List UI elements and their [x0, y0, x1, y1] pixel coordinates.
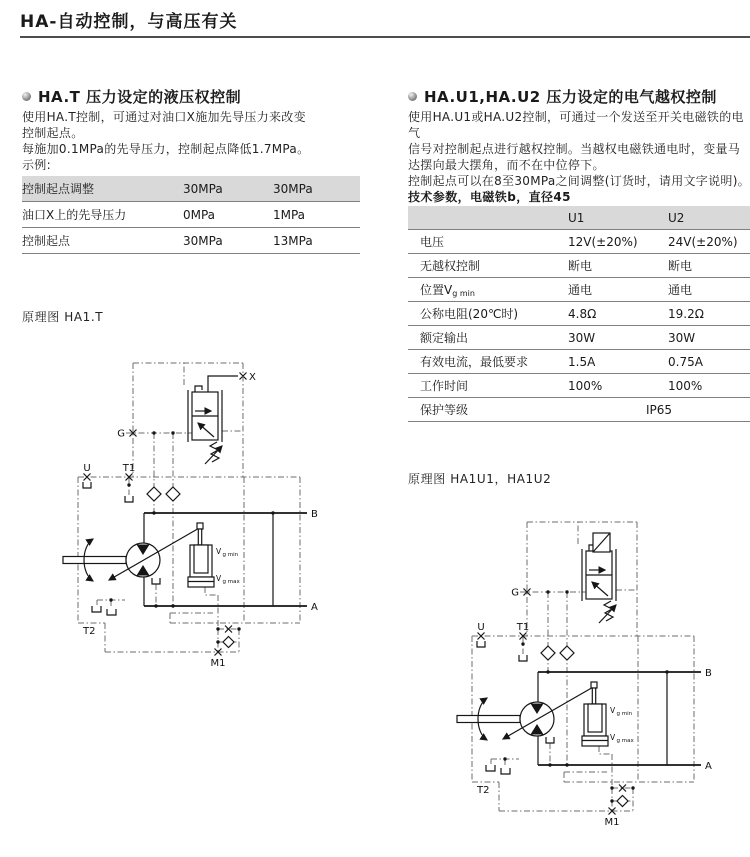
description-line: 信号对控制起点进行越权控制。当越权电磁铁通电时，变量马 — [408, 142, 741, 156]
table-row — [408, 302, 750, 326]
table-row — [408, 230, 750, 254]
table-header-row — [408, 206, 750, 230]
row-value: 30MPa — [273, 176, 360, 202]
shaft — [63, 557, 126, 564]
table-row — [408, 326, 750, 350]
row-label: 电压 — [408, 230, 568, 254]
port-label-u: U — [477, 622, 485, 633]
port-x-markers — [478, 589, 627, 815]
port-label-x: X — [249, 372, 256, 383]
svg-text:g max: g max — [616, 738, 634, 744]
section-hau-description — [408, 109, 750, 189]
row-label: 额定输出 — [408, 326, 568, 350]
header-rule — [20, 36, 750, 38]
section-hat-description — [22, 109, 309, 173]
spring-icon — [210, 442, 219, 462]
label-vg-min: V — [610, 706, 616, 715]
row-value: 断电 — [568, 254, 668, 278]
port-lines-b-a — [538, 672, 701, 765]
port-label-t2: T2 — [83, 626, 96, 637]
description-line: 达摆向最大摆角，而不在中位停下。 — [408, 158, 605, 172]
page-title: HA-自动控制，与高压有关 — [20, 12, 238, 32]
row-value: 4.8Ω — [568, 302, 668, 326]
table-row — [22, 176, 360, 202]
row-value: 通电 — [668, 278, 750, 302]
row-value: 100% — [568, 374, 668, 398]
x-pilot-line — [208, 376, 238, 392]
row-value: 13MPa — [273, 228, 360, 254]
row-value: 30MPa — [183, 228, 273, 254]
hydraulic-diagram-ha1t — [55, 335, 345, 695]
bullet-icon — [22, 92, 31, 101]
label-vg-min: V — [216, 547, 222, 556]
row-value: 30W — [668, 326, 750, 350]
row-label: 有效电流，最低要求 — [408, 350, 568, 374]
row-value: 1.5A — [568, 350, 668, 374]
svg-text:g min: g min — [222, 552, 239, 558]
row-value: 0.75A — [668, 350, 750, 374]
description-line: 使用HA.T控制，可通过对油口X施加先导压力来改变 — [22, 110, 306, 124]
port-label-m1: M1 — [210, 658, 226, 669]
port-label-b: B — [705, 668, 712, 679]
shaft — [457, 716, 520, 723]
row-label: 公称电阻(20℃时) — [408, 302, 568, 326]
row-value: 19.2Ω — [668, 302, 750, 326]
description-line: 示例: — [22, 158, 51, 172]
bullet-icon — [408, 92, 417, 101]
table-row — [22, 228, 360, 254]
row-value: 断电 — [668, 254, 750, 278]
svg-text:g min: g min — [616, 711, 633, 717]
svg-text:g max: g max — [222, 579, 240, 585]
port-label-u: U — [83, 463, 91, 474]
hydraulic-diagram-ha1u — [449, 494, 739, 854]
solenoid-params-table — [408, 206, 750, 422]
row-label: 控制起点调整 — [22, 176, 183, 202]
port-label-t1: T1 — [516, 622, 530, 633]
section-title-hat — [22, 86, 241, 107]
example-pressure-table — [22, 176, 360, 254]
table-row-protection — [408, 398, 750, 422]
spring-icon — [604, 601, 613, 621]
table-row — [408, 374, 750, 398]
row-value: 12V(±20%) — [568, 230, 668, 254]
row-value: 100% — [668, 374, 750, 398]
port-label-t2: T2 — [477, 785, 490, 796]
row-label: 保护等级 — [408, 398, 568, 422]
description-line: 控制起点。 — [22, 126, 84, 140]
params-table-title: 技术参数，电磁铁b，直径45 — [408, 190, 571, 204]
row-value: 0MPa — [183, 202, 273, 228]
row-value: 24V(±20%) — [668, 230, 750, 254]
motor-symbol — [457, 686, 595, 740]
row-value: 30MPa — [183, 176, 273, 202]
table-row — [408, 254, 750, 278]
section-title-hau-text: HA.U1,HA.U2 压力设定的电气越权控制 — [424, 88, 717, 106]
row-value: IP65 — [568, 398, 750, 422]
section-title-hau — [408, 86, 717, 107]
solenoid-icon — [593, 533, 610, 552]
port-label-a: A — [705, 761, 712, 772]
section-title-hat-text: HA.T 压力设定的液压权控制 — [38, 88, 242, 106]
row-label: 位置V — [420, 283, 453, 297]
port-label-t1: T1 — [122, 463, 136, 474]
pilot-valve-symbol — [188, 376, 238, 464]
row-label: 无越权控制 — [408, 254, 568, 278]
description-line: 使用HA.U1或HA.U2控制，可通过一个发送至开关电磁铁的电气 — [408, 110, 744, 140]
table-row — [22, 202, 360, 228]
description-line: 控制起点可以在8至30MPa之间调整(订货时，请用文字说明)。 — [408, 174, 750, 188]
row-value: 1MPa — [273, 202, 360, 228]
label-vg-max: V — [610, 733, 616, 742]
pilot-valve-symbol — [582, 533, 616, 623]
port-label-g: G — [117, 428, 125, 440]
port-label-a: A — [311, 602, 318, 613]
row-label: 油口X上的先导压力 — [22, 202, 183, 228]
col-header-u2: U2 — [668, 206, 750, 230]
diagram-caption-hat: 原理图 HA1.T — [22, 310, 104, 324]
envelope-lines — [78, 363, 300, 652]
description-line: 每施加0.1MPa的先导压力，控制起点降低1.7MPa。 — [22, 142, 310, 156]
row-label: 工作时间 — [408, 374, 568, 398]
label-vg-max: V — [216, 574, 222, 583]
diagram-caption-hau: 原理图 HA1U1，HA1U2 — [408, 472, 552, 486]
table-row — [408, 350, 750, 374]
port-label-b: B — [311, 509, 318, 520]
motor-symbol — [63, 527, 201, 581]
envelope-lines — [472, 522, 694, 811]
port-label-m1: M1 — [604, 817, 620, 828]
row-value: 30W — [568, 326, 668, 350]
row-label: 控制起点 — [22, 228, 183, 254]
table-row: 位置Vg min 通电 通电 — [408, 278, 750, 302]
row-value: 通电 — [568, 278, 668, 302]
col-header-u1: U1 — [568, 206, 668, 230]
port-label-g: G — [511, 587, 519, 599]
port-lines-b-a — [144, 513, 307, 606]
